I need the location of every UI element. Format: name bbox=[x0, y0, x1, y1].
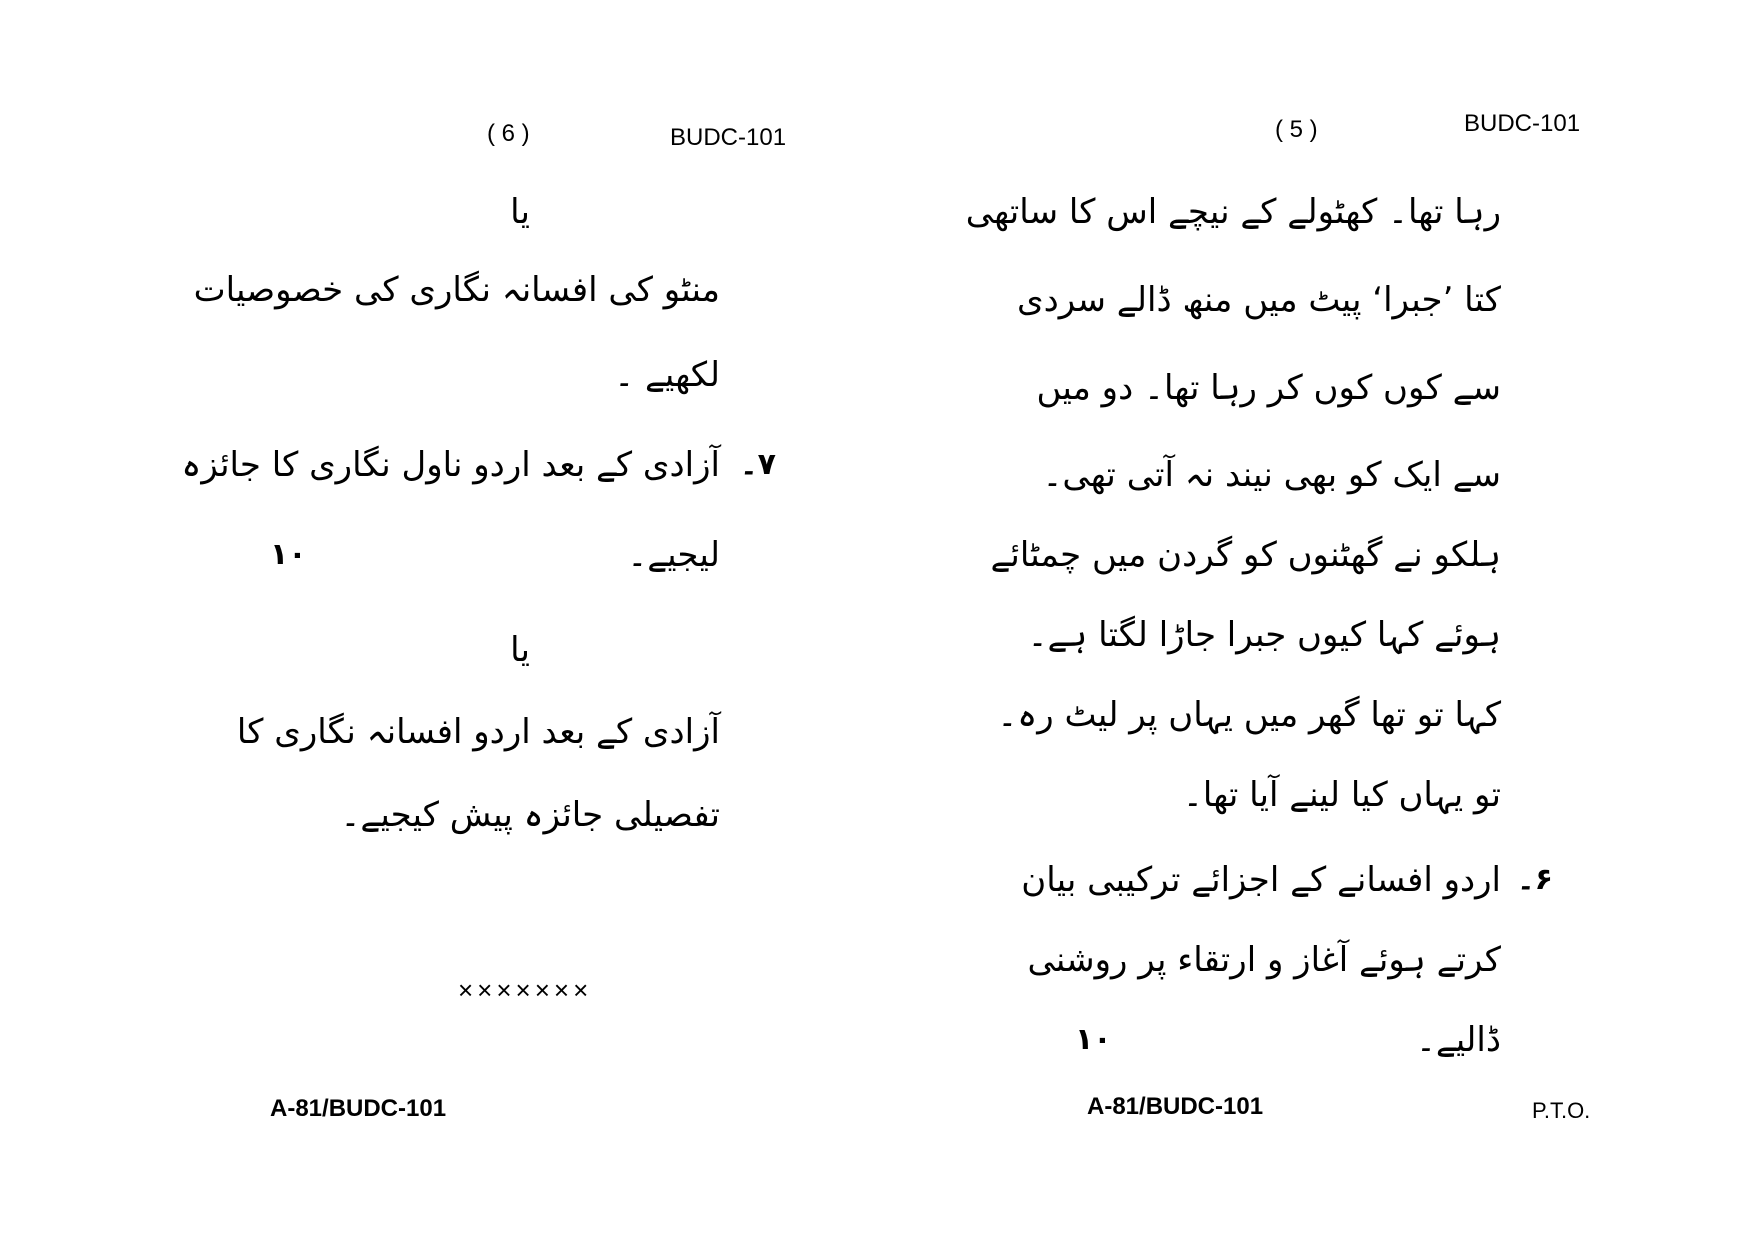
question-line: آزادی کے بعد اردو افسانہ نگاری کا bbox=[236, 712, 720, 752]
passage-line: سے کوں کوں کر رہا تھا۔ دو میں bbox=[1036, 368, 1501, 408]
marks: ۱۰ bbox=[1075, 1022, 1112, 1057]
right-page bbox=[877, 0, 1754, 1241]
passage-line: کہا تو تھا گھر میں یہاں پر لیٹ رہ۔ bbox=[997, 695, 1501, 735]
passage-line: رہا تھا۔ کھٹولے کے نیچے اس کا ساتھی bbox=[965, 192, 1501, 232]
footer-code: A-81/BUDC-101 bbox=[1087, 1093, 1264, 1120]
passage-line: سے ایک کو بھی نیند نہ آتی تھی۔ bbox=[1042, 455, 1501, 495]
end-marker: ××××××× bbox=[458, 975, 593, 1005]
question-line: اردو افسانے کے اجزائے ترکیبی بیان bbox=[1021, 860, 1501, 900]
question-line: لکھیے ۔ bbox=[614, 355, 720, 395]
passage-line: کتا ’جبرا‘ پیٹ میں منھ ڈالے سردی bbox=[1016, 280, 1501, 320]
or-separator: یا bbox=[510, 630, 530, 670]
or-separator: یا bbox=[510, 192, 530, 232]
question-line: منٹو کی افسانہ نگاری کی خصوصیات bbox=[193, 270, 720, 310]
question-line: لیجیے۔ bbox=[627, 535, 720, 575]
question-line: کرتے ہوئے آغاز و ارتقاء پر روشنی bbox=[1027, 940, 1501, 980]
page-number: ( 6 ) bbox=[487, 120, 530, 147]
question-number: ۷۔ bbox=[740, 447, 776, 482]
marks: ۱۰ bbox=[270, 537, 307, 572]
course-code-header: BUDC-101 bbox=[1464, 110, 1581, 137]
passage-line: ہوئے کہا کیوں جبرا جاڑا لگتا ہے۔ bbox=[1027, 615, 1501, 655]
question-number: ۶۔ bbox=[1517, 862, 1553, 897]
pto-label: P.T.O. bbox=[1532, 1098, 1591, 1123]
footer-code: A-81/BUDC-101 bbox=[270, 1095, 447, 1122]
passage-line: تو یہاں کیا لینے آیا تھا۔ bbox=[1182, 775, 1501, 815]
passage-line: ہلکو نے گھٹنوں کو گردن میں چمٹائے bbox=[990, 535, 1501, 575]
page-number: ( 5 ) bbox=[1275, 116, 1318, 143]
question-line: تفصیلی جائزہ پیش کیجیے۔ bbox=[340, 795, 720, 835]
question-line: ڈالیے۔ bbox=[1415, 1020, 1501, 1060]
course-code-header: BUDC-101 bbox=[670, 124, 787, 151]
question-line: آزادی کے بعد اردو ناول نگاری کا جائزہ bbox=[181, 445, 720, 485]
